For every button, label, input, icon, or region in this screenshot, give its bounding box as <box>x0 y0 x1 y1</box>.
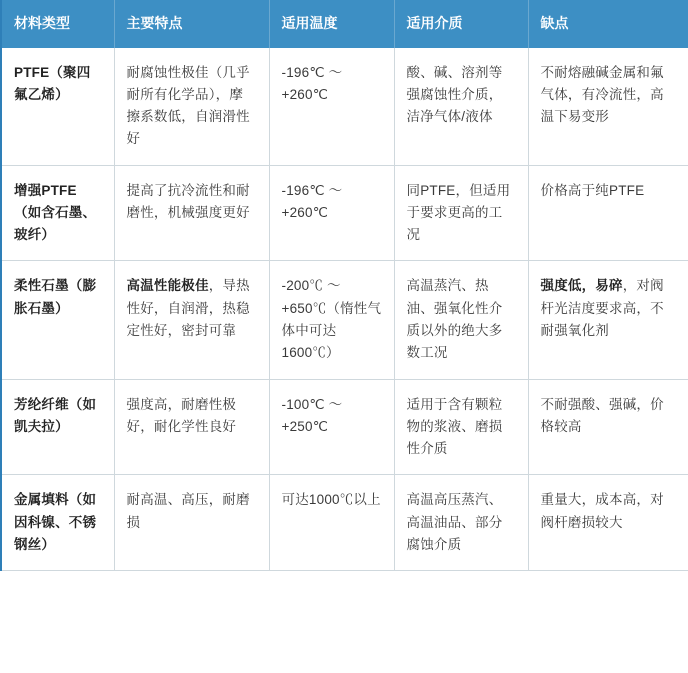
table-row <box>1 261 688 379</box>
column-header-material-type: 材料类型 <box>1 0 114 48</box>
cell-applicable-medium: 酸、碱、溶剂等强腐蚀性介质，洁净气体/液体 <box>394 48 528 166</box>
cell-material-type: 芳纶纤维（如凯夫拉） <box>1 379 114 475</box>
cell-main-features-text: ，导热性好，自润滑，热稳定性好，密封可靠 <box>126 278 250 338</box>
cell-disadvantages <box>528 48 688 166</box>
cell-disadvantages-text: 价格高于纯PTFE <box>540 182 645 198</box>
cell-material-type: 金属填料（如因科镍、不锈钢丝） <box>1 475 114 571</box>
cell-main-features-text: 提高了抗冷流性和耐磨性，机械强度更好 <box>126 182 250 220</box>
table-row <box>1 379 688 475</box>
cell-disadvantages <box>528 379 688 475</box>
cell-material-type: 柔性石墨（膨胀石墨） <box>1 261 114 379</box>
cell-disadvantages-text: 不耐熔融碱金属和氟气体，有冷流性，高温下易变形 <box>540 64 664 125</box>
column-header-disadvantages: 缺点 <box>528 0 688 48</box>
column-header-temperature-range: 适用温度 <box>269 0 394 48</box>
table-row <box>1 475 688 571</box>
cell-disadvantages <box>528 475 688 571</box>
column-header-main-features: 主要特点 <box>114 0 269 48</box>
cell-temperature-range: -100℃ ～ +250℃ <box>269 379 394 475</box>
column-header-applicable-medium: 适用介质 <box>394 0 528 48</box>
cell-temperature-range: -196℃ ～ +260℃ <box>269 48 394 166</box>
cell-applicable-medium: 适用于含有颗粒物的浆液、磨损性介质 <box>394 379 528 475</box>
cell-disadvantages <box>528 261 688 379</box>
cell-temperature-range: -200℃ ～ +650℃（惰性气体中可达1600℃） <box>269 261 394 379</box>
cell-main-features <box>114 475 269 571</box>
table-header-row <box>1 0 688 48</box>
cell-disadvantages-emphasis: 强度低，易碎 <box>540 278 623 294</box>
cell-main-features-text: 强度高，耐磨性极好，耐化学性良好 <box>126 396 237 434</box>
cell-main-features-emphasis: 高温性能极佳 <box>126 278 209 294</box>
cell-disadvantages-text: 不耐强酸、强碱，价格较高 <box>540 396 664 434</box>
cell-disadvantages <box>528 165 688 261</box>
cell-main-features <box>114 261 269 379</box>
cell-disadvantages-text: 重量大，成本高，对阀杆磨损较大 <box>540 492 664 530</box>
table-body <box>1 48 688 571</box>
table-header <box>1 0 688 48</box>
cell-main-features-text: 耐高温、高压，耐磨损 <box>126 492 250 530</box>
cell-applicable-medium: 高温高压蒸汽、高温油品、部分腐蚀介质 <box>394 475 528 571</box>
cell-temperature-range: -196℃ ～ +260℃ <box>269 165 394 261</box>
cell-applicable-medium: 高温蒸汽、热油、强氧化性介质以外的绝大多数工况 <box>394 261 528 379</box>
cell-material-type: PTFE（聚四氟乙烯） <box>1 48 114 166</box>
cell-main-features <box>114 165 269 261</box>
table-row <box>1 165 688 261</box>
cell-applicable-medium: 同PTFE，但适用于要求更高的工况 <box>394 165 528 261</box>
cell-main-features <box>114 48 269 166</box>
cell-main-features <box>114 379 269 475</box>
table-row <box>1 48 688 166</box>
cell-temperature-range: 可达1000℃以上 <box>269 475 394 571</box>
cell-main-features-text: 耐腐蚀性极佳（几乎耐所有化学品），摩擦系数低，自润滑性好 <box>126 64 250 147</box>
cell-material-type: 增强PTFE（如含石墨、玻纤） <box>1 165 114 261</box>
cell-disadvantages-text: ，对阀杆光洁度要求高，不耐强氧化剂 <box>540 278 664 338</box>
